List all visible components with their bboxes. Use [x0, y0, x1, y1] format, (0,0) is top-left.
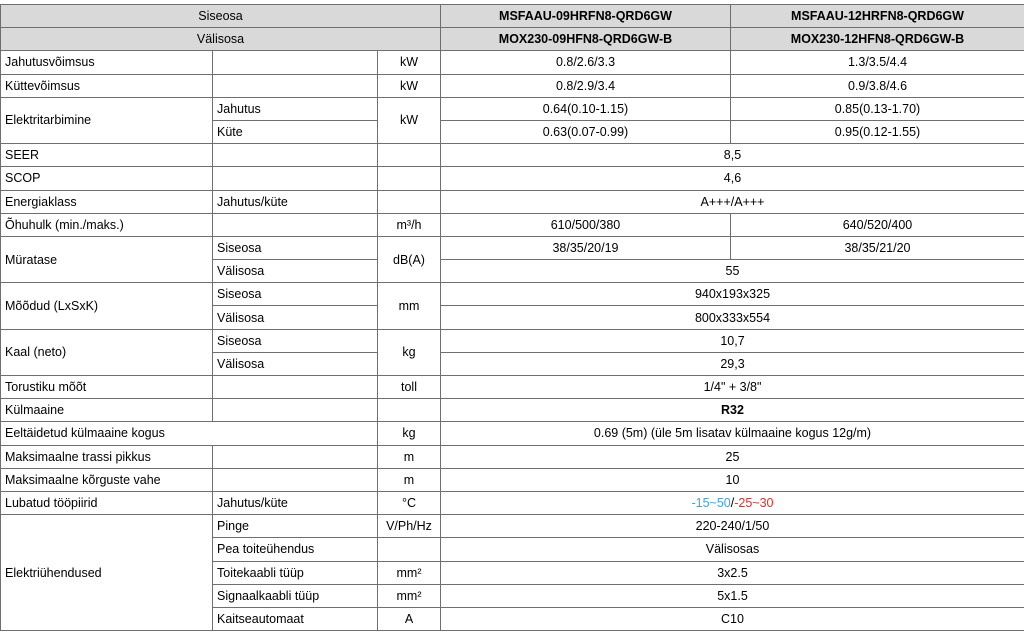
row-operating-range	[1, 491, 1024, 514]
row-value: 10,7	[441, 329, 1024, 352]
row-sub: Pea toiteühendus	[213, 538, 378, 561]
row-value-1: 0.63(0.07-0.99)	[441, 120, 731, 143]
row-unit: mm	[378, 283, 441, 329]
row-sub	[213, 399, 378, 422]
row-label: Müratase	[1, 236, 213, 282]
row-value: R32	[441, 399, 1024, 422]
row-sub: Välisosa	[213, 260, 378, 283]
range-separator: /	[730, 496, 735, 511]
row-sub	[213, 445, 378, 468]
row-sub: Jahutus/küte	[213, 190, 378, 213]
row-unit: kW	[378, 51, 441, 74]
row-value: 8,5	[441, 144, 1024, 167]
row-scop	[1, 167, 1024, 190]
outdoor-model-1: MOX230-09HFN8-QRD6GW-B	[441, 28, 731, 51]
row-sub	[213, 74, 378, 97]
row-label: Torustiku mõõt	[1, 376, 213, 399]
row-airflow	[1, 213, 1024, 236]
indoor-model-1: MSFAAU-09HRFN8-QRD6GW	[441, 5, 731, 28]
row-unit: toll	[378, 376, 441, 399]
row-unit: kg	[378, 422, 441, 445]
row-value: 4,6	[441, 167, 1024, 190]
row-dimensions-indoor	[1, 283, 1024, 306]
row-seer	[1, 144, 1024, 167]
row-label: Kaal (neto)	[1, 329, 213, 375]
row-label: Maksimaalne kõrguste vahe	[1, 468, 213, 491]
header-row-outdoor	[1, 28, 1024, 51]
row-unit: mm²	[378, 561, 441, 584]
row-pipe-size	[1, 376, 1024, 399]
row-value-1: 38/35/20/19	[441, 236, 731, 259]
row-electrical-voltage	[1, 515, 1024, 538]
row-value: 220-240/1/50	[441, 515, 1024, 538]
row-value: 940x193x325	[441, 283, 1024, 306]
row-noise-indoor	[1, 236, 1024, 259]
row-label: Lubatud tööpiirid	[1, 491, 213, 514]
row-unit	[378, 399, 441, 422]
heating-range: -25~30	[734, 496, 774, 511]
row-sub: Siseosa	[213, 283, 378, 306]
row-sub	[213, 51, 378, 74]
row-value: A+++/A+++	[441, 190, 1024, 213]
row-value-2: 0.85(0.13-1.70)	[731, 97, 1024, 120]
row-value-2: 0.95(0.12-1.55)	[731, 120, 1024, 143]
row-value: 29,3	[441, 352, 1024, 375]
row-refrigerant	[1, 399, 1024, 422]
row-energy-class	[1, 190, 1024, 213]
row-sub: Siseosa	[213, 236, 378, 259]
row-label: SEER	[1, 144, 213, 167]
row-value: 1/4" + 3/8"	[441, 376, 1024, 399]
row-value-2: 0.9/3.8/4.6	[731, 74, 1024, 97]
row-heating-capacity	[1, 74, 1024, 97]
row-sub	[213, 468, 378, 491]
cooling-range: -15~50	[691, 496, 731, 511]
row-sub	[213, 213, 378, 236]
row-value: 800x333x554	[441, 306, 1024, 329]
row-sub: Pinge	[213, 515, 378, 538]
indoor-model-2: MSFAAU-12HRFN8-QRD6GW	[731, 5, 1024, 28]
row-label: Elektritarbimine	[1, 97, 213, 143]
row-precharged-refrigerant	[1, 422, 1024, 445]
row-sub: Signaalkaabli tüüp	[213, 584, 378, 607]
row-value: 25	[441, 445, 1024, 468]
row-value: 3x2.5	[441, 561, 1024, 584]
row-value: C10	[441, 607, 1024, 630]
row-label: Eeltäidetud külmaaine kogus	[1, 422, 378, 445]
row-sub: Jahutus	[213, 97, 378, 120]
row-unit: m	[378, 445, 441, 468]
row-sub: Küte	[213, 120, 378, 143]
row-sub: Toitekaabli tüüp	[213, 561, 378, 584]
row-value-2: 1.3/3.5/4.4	[731, 51, 1024, 74]
row-value: 55	[441, 260, 1024, 283]
row-unit	[378, 190, 441, 213]
row-power-consumption-cooling	[1, 97, 1024, 120]
row-value: 0.69 (5m) (üle 5m lisatav külmaaine kogus 12g/m)	[441, 422, 1024, 445]
row-value-2: 38/35/21/20	[731, 236, 1024, 259]
row-value	[441, 491, 1024, 514]
row-sub: Välisosa	[213, 306, 378, 329]
header-row-indoor	[1, 5, 1024, 28]
row-sub	[213, 376, 378, 399]
row-value-1: 0.8/2.6/3.3	[441, 51, 731, 74]
row-unit: kg	[378, 329, 441, 375]
row-label: Jahutusvõimsus	[1, 51, 213, 74]
outdoor-header-label: Välisosa	[1, 28, 441, 51]
row-unit: mm²	[378, 584, 441, 607]
row-unit: kW	[378, 97, 441, 143]
row-unit	[378, 538, 441, 561]
row-value-1: 610/500/380	[441, 213, 731, 236]
row-sub: Siseosa	[213, 329, 378, 352]
row-sub	[213, 167, 378, 190]
row-unit: V/Ph/Hz	[378, 515, 441, 538]
row-label: Küttevõimsus	[1, 74, 213, 97]
row-value-1: 0.8/2.9/3.4	[441, 74, 731, 97]
row-unit: m³/h	[378, 213, 441, 236]
row-label: Mõõdud (LxSxK)	[1, 283, 213, 329]
row-max-height-diff	[1, 468, 1024, 491]
indoor-header-label: Siseosa	[1, 5, 441, 28]
row-max-pipe-length	[1, 445, 1024, 468]
row-label: Elektriühendused	[1, 515, 213, 631]
outdoor-model-2: MOX230-12HFN8-QRD6GW-B	[731, 28, 1024, 51]
row-unit: °C	[378, 491, 441, 514]
row-unit: dB(A)	[378, 236, 441, 282]
row-unit	[378, 144, 441, 167]
row-unit: m	[378, 468, 441, 491]
spec-table	[0, 4, 1024, 631]
row-unit: A	[378, 607, 441, 630]
row-unit: kW	[378, 74, 441, 97]
row-sub: Välisosa	[213, 352, 378, 375]
row-value: 10	[441, 468, 1024, 491]
row-label: Külmaaine	[1, 399, 213, 422]
row-value-1: 0.64(0.10-1.15)	[441, 97, 731, 120]
row-label: Õhuhulk (min./maks.)	[1, 213, 213, 236]
row-sub	[213, 144, 378, 167]
row-label: Energiaklass	[1, 190, 213, 213]
row-sub: Kaitseautomaat	[213, 607, 378, 630]
row-label: Maksimaalne trassi pikkus	[1, 445, 213, 468]
row-weight-indoor	[1, 329, 1024, 352]
row-label: SCOP	[1, 167, 213, 190]
row-sub: Jahutus/küte	[213, 491, 378, 514]
row-value: Välisosas	[441, 538, 1024, 561]
row-cooling-capacity	[1, 51, 1024, 74]
row-value-2: 640/520/400	[731, 213, 1024, 236]
row-value: 5x1.5	[441, 584, 1024, 607]
row-unit	[378, 167, 441, 190]
